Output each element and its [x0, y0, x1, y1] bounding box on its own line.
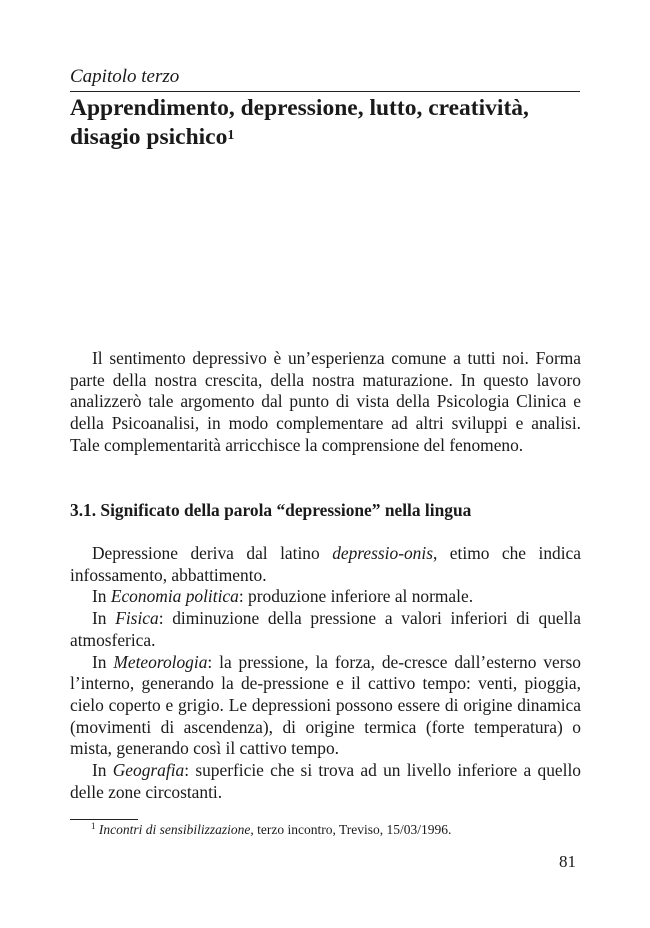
page-number: 81 — [559, 852, 576, 871]
paragraph-etymology: Depressione deriva dal latino depressio-onis, etimo che indica infossamento, abbattimento. — [70, 543, 581, 585]
chapter-header-rule — [70, 91, 580, 92]
term-economia: Economia politica — [110, 586, 239, 607]
chapter-title — [70, 94, 585, 152]
intro-block — [70, 348, 581, 457]
section-heading: 3.1. Significato della parola “depressione” nella lingua — [70, 500, 472, 520]
paragraph-geografia: In Geografia: superficie che si trova ad un livello inferiore a quello delle zone circostanti. — [70, 760, 581, 802]
paragraph-meteorologia: In Meteorologia: la pressione, la forza, de-cresce dall’esterno verso l’interno, generando la de-pressione e il cattivo tempo: venti, pioggia, cielo coperto e grigio. Le depressioni possono essere di origine dinamica (movimenti di ascendenza), di origine termica (forte temperatura) o mista, generando così il cattivo tempo. — [70, 651, 581, 759]
intro-paragraph: Il sentimento depressivo è un’esperienza comune a tutti noi. Forma parte della nostra crescita, della nostra maturazione. In questo lavoro analizzerò tale argomento dal punto di vista della Psicologia Clinica e della Psicoanalisi, in modo complementare ad altri sviluppi e analisi. Tale complementarità arricchisce la comprensione del fenomeno. — [70, 348, 581, 455]
footnote-mark: 1 — [91, 821, 96, 831]
term-geografia: Geografia — [112, 760, 185, 781]
chapter-title-line2: disagio psichico — [70, 124, 228, 150]
term-fisica: Fisica — [115, 608, 159, 629]
chapter-title-line1: Apprendimento, depressione, lutto, creatività, — [70, 95, 529, 121]
footnote — [91, 822, 451, 838]
footnote-title: Incontri di sensibilizzazione — [98, 822, 251, 837]
section-body — [70, 543, 581, 803]
paragraph-fisica: In Fisica: diminuzione della pressione a valori inferiori di quella atmosferica. — [70, 608, 581, 650]
term-meteorologia: Meteorologia — [113, 651, 208, 672]
chapter-label: Capitolo terzo — [70, 66, 180, 87]
term-latin: depressio-onis — [332, 543, 433, 563]
paragraph-economia: In Economia politica: produzione inferiore al normale. — [92, 586, 474, 607]
title-footnote-mark: 1 — [227, 128, 235, 143]
footnote-text: , terzo incontro, Treviso, 15/03/1996. — [250, 822, 452, 837]
footnote-rule — [70, 819, 138, 820]
